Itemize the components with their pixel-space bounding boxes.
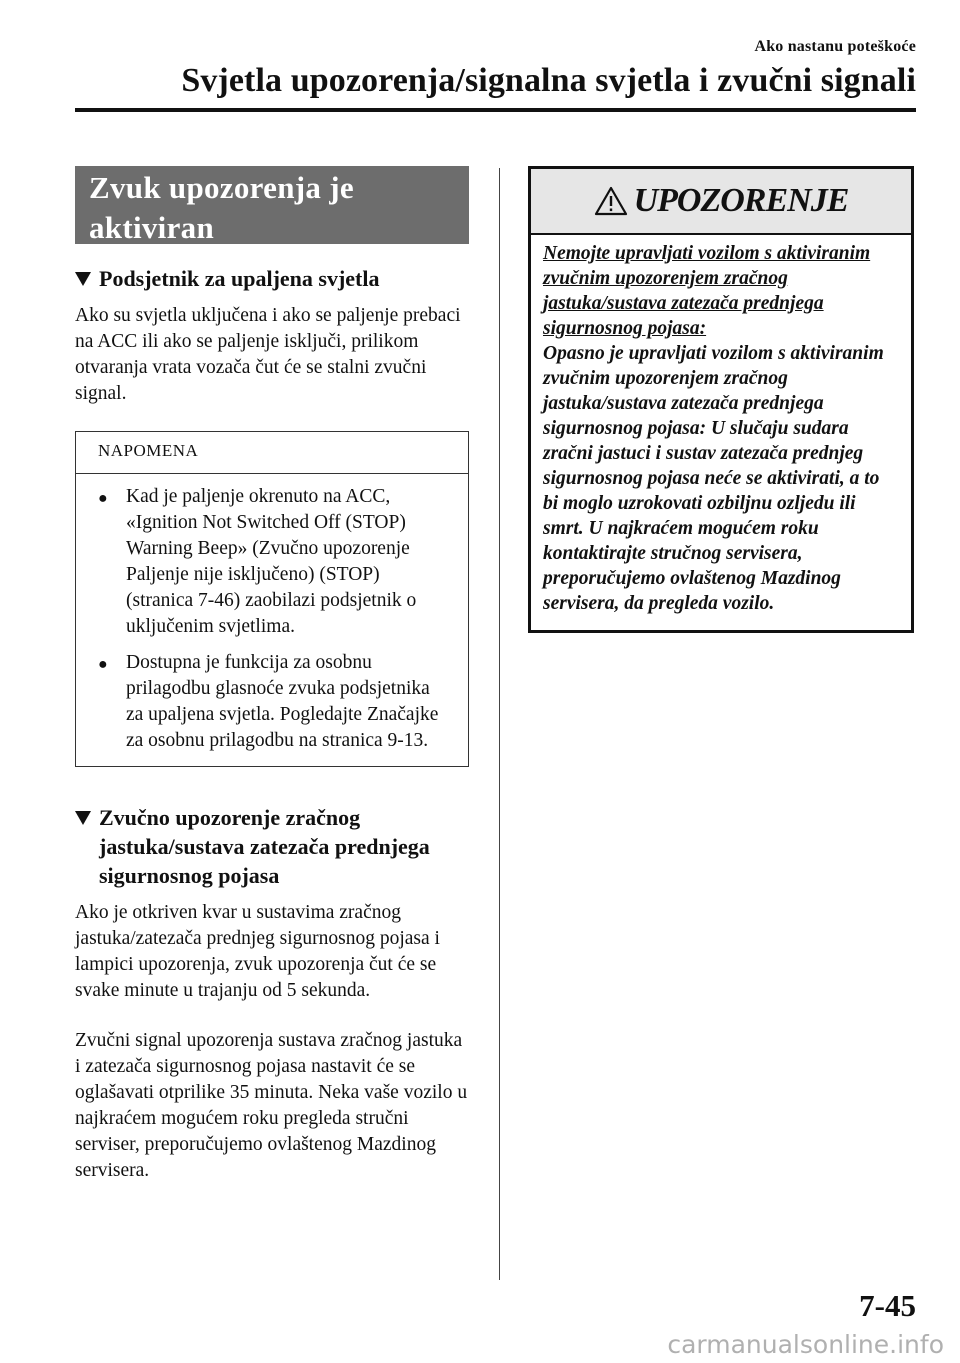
warning-header xyxy=(531,169,911,235)
airbag-paragraph-2: Zvučni signal upozorenja sustava zračnog jastuka i zatezača sigurnosnog pojasa nastavit će se oglašavati otprilike 35 minuta. Neka vaše vozilo u najkraćem mogućem roku pregleda stručni serviser, preporučujemo ovlaštenog Mazdinog servisera. xyxy=(75,1030,468,1181)
subsection-heading-airbag-text: Zvučno upozorenje zračnog jastuka/sustava zatezača prednjega sigurnosnog pojasa xyxy=(99,805,430,888)
header-divider xyxy=(75,108,916,112)
warning-triangle-icon xyxy=(594,186,628,216)
section-heading-line2: aktiviran xyxy=(89,210,214,245)
note-label: NAPOMENA xyxy=(76,432,468,474)
note-bullet xyxy=(98,484,444,640)
triangle-bullet-icon xyxy=(75,264,93,293)
right-column xyxy=(528,166,914,633)
warning-text: Opasno je upravljati vozilom s aktiviranim zvučnim upozorenjem zračnog jastuka/sustava zatezača prednjega sigurnosnog pojasa: U slučaju sudara zračni jastuci i sustav zatezača prednjeg sigurnosnog pojasa neće se aktivirati, a to bi moglo uzrokovati ozbiljnu ozljedu ili smrt. U najkraćem mogućem roku kontaktirajte stručnog servisera, preporučujemo ovlaštenog Mazdinog servisera, da pregleda vozilo. xyxy=(543,343,884,614)
subsection-heading-lights-text: Podsjetnik za upaljena svjetla xyxy=(99,266,380,291)
warning-box xyxy=(528,166,914,633)
section-heading xyxy=(75,166,469,244)
note-box xyxy=(75,431,469,767)
warning-label: UPOZORENJE xyxy=(633,182,849,219)
note-bullet-text: Kad je paljenje okrenuto na ACC, «Ignition Not Switched Off (STOP) Warning Beep» (Zvučno upozorenje Paljenje nije isključeno) (STOP) (stranica 7-46) zaobilazi podsjetnik o uključenim svjetlima. xyxy=(126,486,417,637)
subsection-heading-lights xyxy=(75,264,469,293)
note-bullet-text: Dostupna je funkcija za osobnu prilagodbu glasnoće zvuka podsjetnika za upaljena svjetla. Pogledajte Značajke za osobnu prilagodbu na stranica 9-13. xyxy=(126,652,439,751)
triangle-bullet-icon xyxy=(75,803,93,890)
note-body xyxy=(76,474,468,766)
section-heading-line1: Zvuk upozorenja je xyxy=(89,170,354,205)
note-bullet xyxy=(98,650,444,754)
warning-title: Nemojte upravljati vozilom s aktiviranim zvučnim upozorenjem zračnog jastuka/sustava zatezača prednjega sigurnosnog pojasa: xyxy=(543,243,871,339)
page-number: 7-45 xyxy=(859,1288,916,1323)
lights-reminder-paragraph: Ako su svjetla uključena i ako se paljenje prebaci na ACC ili ako se paljenje isključi, prilikom otvaranja vrata vozača čut će se stalni zvučni signal. xyxy=(75,305,461,404)
page-title: Svjetla upozorenja/signalna svjetla i zvučni signali xyxy=(181,62,916,99)
chapter-title: Ako nastanu poteškoće xyxy=(754,38,916,55)
bullet-dot-icon: ● xyxy=(98,490,108,507)
subsection-heading-airbag xyxy=(75,803,469,890)
airbag-paragraph-1: Ako je otkriven kvar u sustavima zračnog jastuka/zatezača prednjeg sigurnosnog pojasa i lampici upozorenja, zvuk upozorenja čut će se svake minute u trajanju od 5 sekunda. xyxy=(75,902,440,1001)
column-divider xyxy=(499,168,500,1280)
bullet-dot-icon: ● xyxy=(98,656,108,673)
watermark: carmanualsonline.info xyxy=(667,1330,944,1359)
warning-body xyxy=(531,235,911,630)
left-column xyxy=(75,166,469,1184)
